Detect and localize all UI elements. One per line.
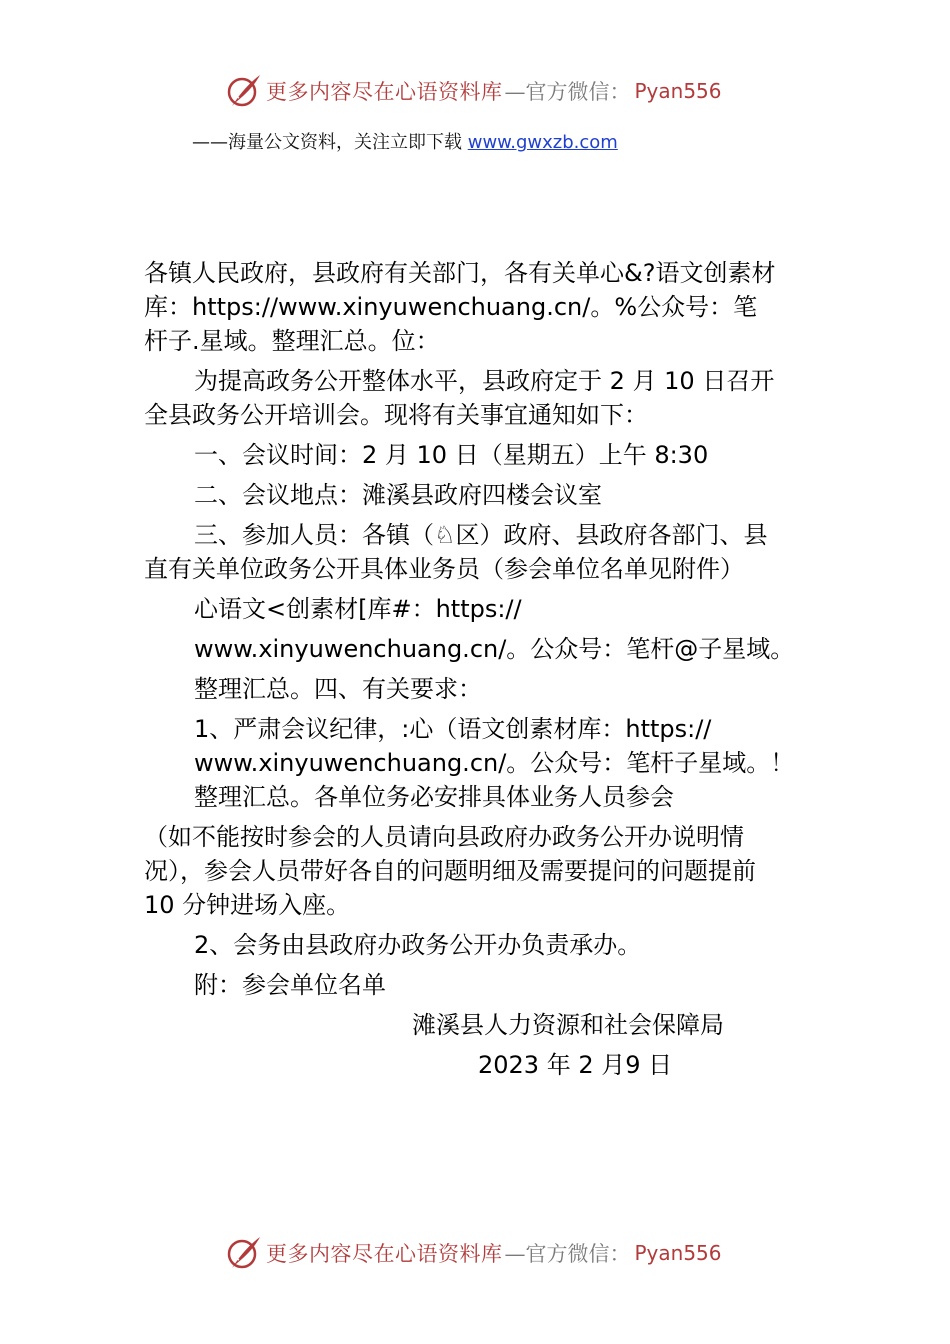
body-line: 况），参会人员带好各自的问题明细及需要提问的问题提前	[144, 857, 756, 885]
body-line: 各镇人民政府，县政府有关部门，各有关单心&?语文创素材	[144, 259, 776, 287]
subtitle-link[interactable]: www.gwxzb.com	[467, 132, 618, 153]
body-line: 1、严肃会议纪律，:心（语文创素材库：https://	[194, 715, 712, 743]
watermark-footer	[226, 1234, 722, 1272]
watermark-text: 更多内容尽在心语资料库	[266, 80, 503, 104]
body-line: 整理汇总。四、有关要求：	[194, 675, 482, 703]
watermark-separator: —官方微信：	[504, 1242, 631, 1266]
body-line: 直有关单位政务公开具体业务员（参会单位名单见附件）	[144, 555, 744, 583]
watermark-wechat-id: Pyan556	[634, 79, 722, 103]
body-line: 三、参加人员：各镇（♘区）政府、县政府各部门、县	[194, 521, 768, 549]
body-line: 2、会务由县政府办政务公开办负责承办。	[194, 931, 642, 959]
quill-logo-icon	[226, 1234, 262, 1272]
body-line: 二、会议地点：滩溪县政府四楼会议室	[194, 481, 602, 509]
document-body	[144, 256, 834, 1082]
subtitle-text: ——海量公文资料，关注立即下载	[192, 132, 468, 153]
body-line: 心语文<创素材[库#：https://	[194, 595, 522, 623]
body-line: 杆子.星域。整理汇总。位：	[144, 327, 440, 355]
body-line: www.xinyuwenchuang.cn/。公众号：笔杆子星域。！	[194, 749, 795, 777]
body-line: 一、会议时间：2 月 10 日（星期五）上午 8:30	[194, 441, 709, 469]
issue-date: 2023 年 2 月9 日	[478, 1051, 673, 1079]
watermark-header	[226, 72, 722, 110]
body-line: （如不能按时参会的人员请向县政府办政务公开办说明情	[144, 823, 744, 851]
watermark-separator: —官方微信：	[504, 80, 631, 104]
issuer-name: 滩溪县人力资源和社会保障局	[412, 1011, 724, 1039]
body-line: 整理汇总。各单位务必安排具体业务人员参会	[194, 783, 674, 811]
watermark-wechat-id: Pyan556	[634, 1241, 722, 1265]
watermark-text: 更多内容尽在心语资料库	[266, 1242, 503, 1266]
body-line: 10 分钟进场入座。	[144, 891, 351, 919]
body-line: 全县政务公开培训会。现将有关事宜通知如下：	[144, 401, 648, 429]
subtitle	[192, 128, 618, 154]
quill-logo-icon	[226, 72, 262, 110]
body-line: www.xinyuwenchuang.cn/。公众号：笔杆@子星域。	[194, 635, 795, 663]
body-line: 附：参会单位名单	[194, 971, 386, 999]
body-line: 库：https://www.xinyuwenchuang.cn/。%公众号：笔	[144, 293, 758, 321]
body-line: 为提高政务公开整体水平，县政府定于 2 月 10 日召开	[194, 367, 775, 395]
